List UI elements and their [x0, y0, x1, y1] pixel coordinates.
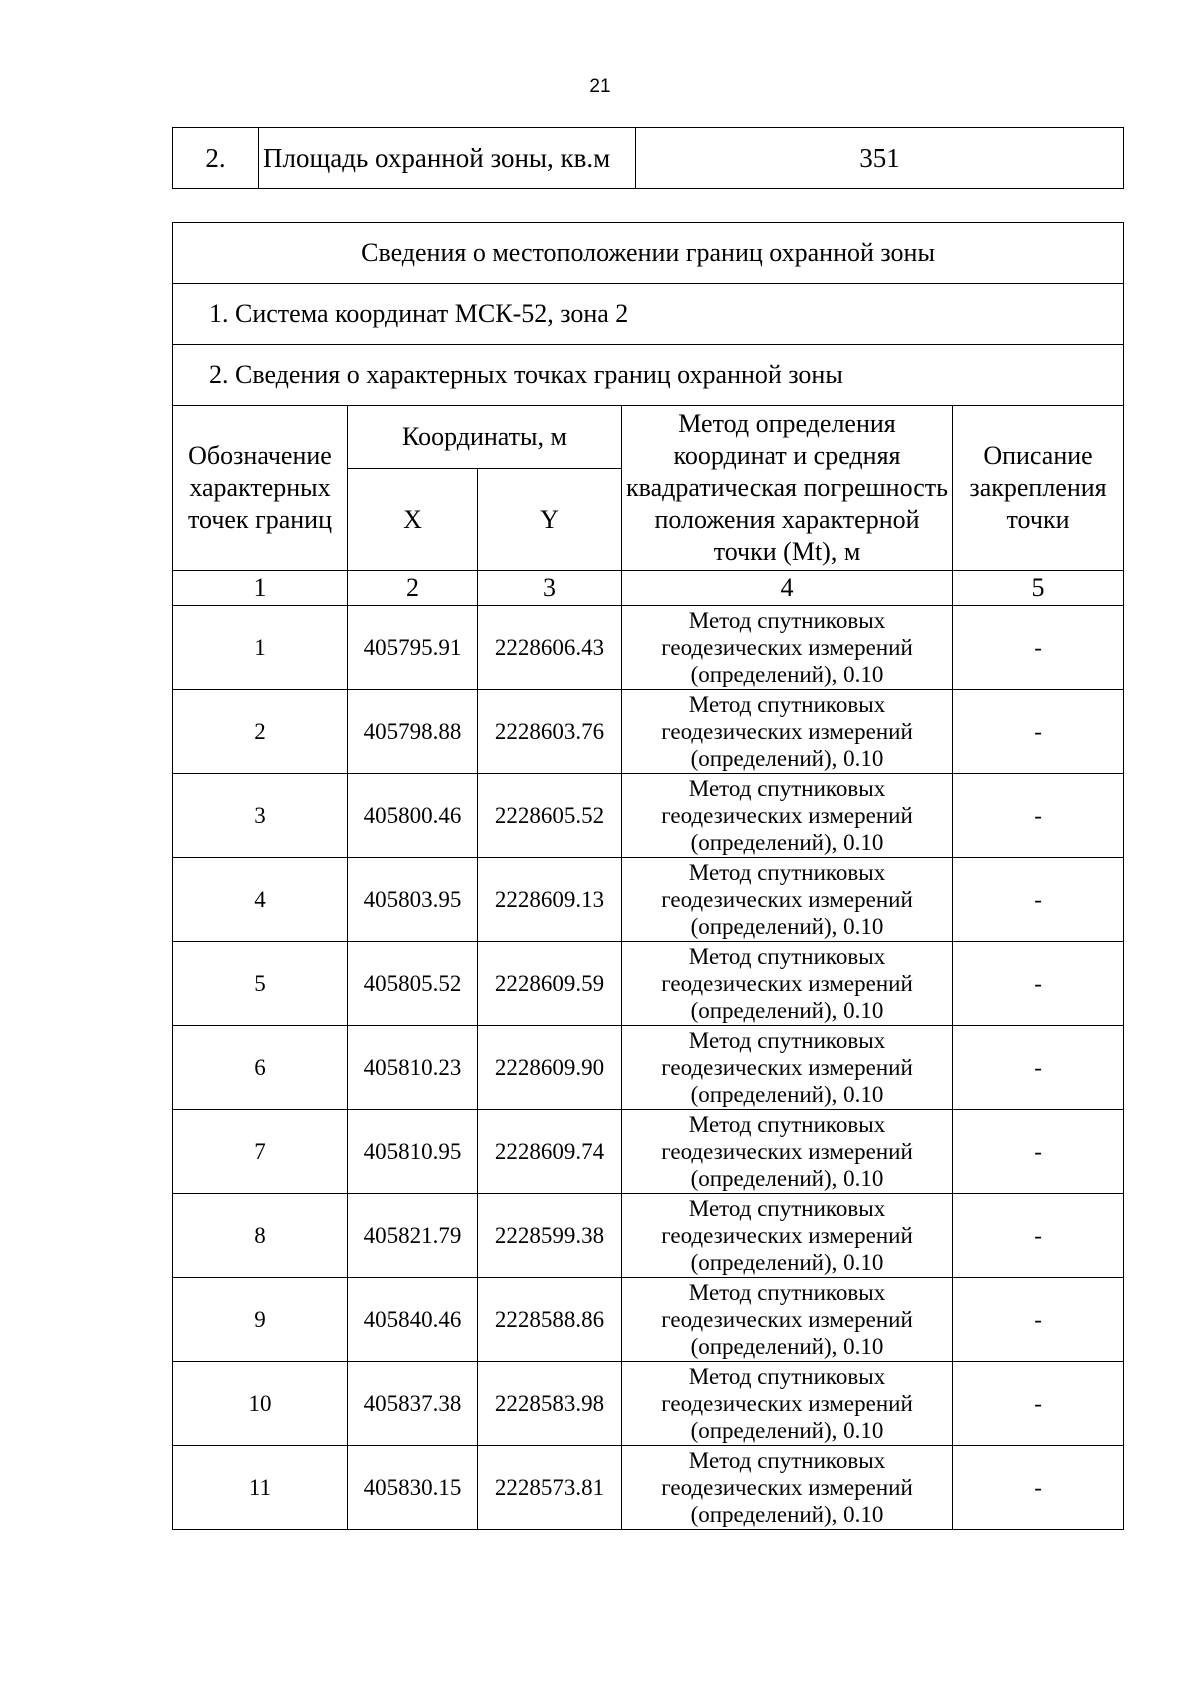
point-description: -	[953, 1110, 1124, 1194]
point-description: -	[953, 1278, 1124, 1362]
point-method	[622, 1026, 953, 1110]
method-line: геодезических измерений	[661, 1475, 913, 1500]
point-y: 2228605.52	[478, 774, 622, 858]
point-x: 405821.79	[348, 1194, 478, 1278]
point-description: -	[953, 1362, 1124, 1446]
section-title-row	[173, 223, 1124, 284]
point-y: 2228606.43	[478, 606, 622, 690]
method-line: Метод спутниковых	[688, 1028, 886, 1053]
area-row-number: 2.	[173, 128, 259, 189]
point-id: 3	[173, 774, 348, 858]
point-method	[622, 606, 953, 690]
point-y: 2228603.76	[478, 690, 622, 774]
point-x: 405798.88	[348, 690, 478, 774]
method-line: (определений), 0.10	[690, 1418, 884, 1443]
point-y: 2228588.86	[478, 1278, 622, 1362]
point-id: 11	[173, 1446, 348, 1530]
area-value: 351	[636, 128, 1124, 189]
area-table	[172, 127, 1124, 189]
method-line: (определений), 0.10	[690, 1250, 884, 1275]
point-method	[622, 1110, 953, 1194]
table-row	[173, 1278, 1124, 1362]
point-id: 7	[173, 1110, 348, 1194]
table-row	[173, 690, 1124, 774]
point-method	[622, 1278, 953, 1362]
table-row	[173, 1026, 1124, 1110]
header-coordinates: Координаты, м	[348, 406, 622, 469]
column-number: 2	[348, 571, 478, 606]
coordinates-table	[172, 222, 1124, 1530]
point-x: 405800.46	[348, 774, 478, 858]
point-description: -	[953, 858, 1124, 942]
point-y: 2228609.59	[478, 942, 622, 1026]
point-id: 10	[173, 1362, 348, 1446]
method-line: Метод спутниковых	[688, 1448, 886, 1473]
point-x: 405795.91	[348, 606, 478, 690]
point-x: 405837.38	[348, 1362, 478, 1446]
point-description: -	[953, 606, 1124, 690]
column-number: 4	[622, 571, 953, 606]
table-row	[173, 1194, 1124, 1278]
table-row	[173, 1362, 1124, 1446]
point-description: -	[953, 690, 1124, 774]
point-x: 405803.95	[348, 858, 478, 942]
point-method	[622, 1194, 953, 1278]
point-description: -	[953, 1194, 1124, 1278]
header-y: Y	[478, 469, 622, 571]
point-description: -	[953, 942, 1124, 1026]
point-id: 1	[173, 606, 348, 690]
point-description: -	[953, 1446, 1124, 1530]
method-line: геодезических измерений	[661, 1055, 913, 1080]
point-x: 405810.95	[348, 1110, 478, 1194]
point-id: 5	[173, 942, 348, 1026]
table-row	[173, 606, 1124, 690]
method-line: геодезических измерений	[661, 1223, 913, 1248]
point-y: 2228573.81	[478, 1446, 622, 1530]
coordinate-system: 1. Система координат МСК-52, зона 2	[173, 284, 1124, 345]
column-number: 1	[173, 571, 348, 606]
table-row	[173, 1446, 1124, 1530]
method-line: геодезических измерений	[661, 1307, 913, 1332]
point-id: 6	[173, 1026, 348, 1110]
method-line: (определений), 0.10	[690, 998, 884, 1023]
column-number-row	[173, 571, 1124, 606]
point-method	[622, 1362, 953, 1446]
point-y: 2228599.38	[478, 1194, 622, 1278]
point-x: 405810.23	[348, 1026, 478, 1110]
section-title: Сведения о местоположении границ охранной зоны	[173, 223, 1124, 284]
table-row	[173, 774, 1124, 858]
method-line: Метод спутниковых	[688, 860, 886, 885]
coordinate-system-row	[173, 284, 1124, 345]
point-x: 405840.46	[348, 1278, 478, 1362]
point-method	[622, 774, 953, 858]
header-description: Описание закрепления точки	[953, 406, 1124, 571]
point-method	[622, 942, 953, 1026]
method-line: (определений), 0.10	[690, 830, 884, 855]
point-method	[622, 690, 953, 774]
method-line: Метод спутниковых	[688, 692, 886, 717]
method-line: геодезических измерений	[661, 719, 913, 744]
point-id: 4	[173, 858, 348, 942]
table-row	[173, 942, 1124, 1026]
method-line: Метод спутниковых	[688, 1196, 886, 1221]
method-line: (определений), 0.10	[690, 1082, 884, 1107]
page-number: 21	[589, 76, 611, 97]
point-id: 2	[173, 690, 348, 774]
method-line: Метод спутниковых	[688, 944, 886, 969]
method-line: (определений), 0.10	[690, 1166, 884, 1191]
header-x: X	[348, 469, 478, 571]
point-y: 2228609.74	[478, 1110, 622, 1194]
point-description: -	[953, 774, 1124, 858]
method-line: (определений), 0.10	[690, 1502, 884, 1527]
method-line: геодезических измерений	[661, 803, 913, 828]
header-method: Метод определения координат и средняя квадратическая погрешность положения характерной точки (Mt), м	[622, 406, 953, 571]
point-method	[622, 1446, 953, 1530]
point-description: -	[953, 1026, 1124, 1110]
points-title-row	[173, 345, 1124, 406]
area-label: Площадь охранной зоны, кв.м	[259, 128, 636, 189]
area-row	[173, 128, 1124, 189]
point-method	[622, 858, 953, 942]
table-row	[173, 858, 1124, 942]
point-x: 405805.52	[348, 942, 478, 1026]
method-line: (определений), 0.10	[690, 662, 884, 687]
points-title: 2. Сведения о характерных точках границ охранной зоны	[173, 345, 1124, 406]
method-line: геодезических измерений	[661, 635, 913, 660]
point-y: 2228609.90	[478, 1026, 622, 1110]
method-line: Метод спутниковых	[688, 1280, 886, 1305]
table-row	[173, 1110, 1124, 1194]
point-y: 2228609.13	[478, 858, 622, 942]
method-line: Метод спутниковых	[688, 608, 886, 633]
point-id: 8	[173, 1194, 348, 1278]
method-line: геодезических измерений	[661, 1139, 913, 1164]
method-line: геодезических измерений	[661, 971, 913, 996]
method-line: геодезических измерений	[661, 1391, 913, 1416]
method-line: Метод спутниковых	[688, 776, 886, 801]
method-line: (определений), 0.10	[690, 746, 884, 771]
method-line: Метод спутниковых	[688, 1364, 886, 1389]
header-row	[173, 406, 1124, 469]
point-y: 2228583.98	[478, 1362, 622, 1446]
method-line: Метод спутниковых	[688, 1112, 886, 1137]
method-line: геодезических измерений	[661, 887, 913, 912]
point-x: 405830.15	[348, 1446, 478, 1530]
method-line: (определений), 0.10	[690, 1334, 884, 1359]
point-id: 9	[173, 1278, 348, 1362]
column-number: 5	[953, 571, 1124, 606]
method-line: (определений), 0.10	[690, 914, 884, 939]
column-number: 3	[478, 571, 622, 606]
header-designation: Обозначение характерных точек границ	[173, 406, 348, 571]
